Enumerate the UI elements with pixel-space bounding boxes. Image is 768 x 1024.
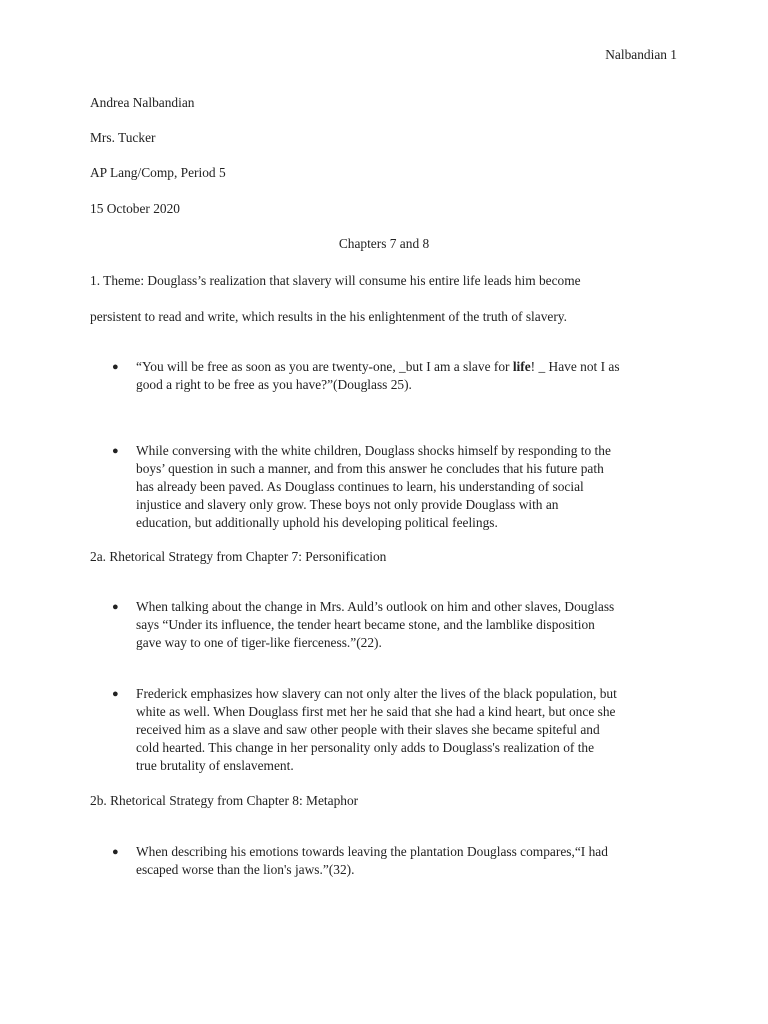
quote-line: good a right to be free as you have?”(Douglass 25). [136,377,412,392]
text-line: has already been paved. As Douglass continues to learn, his understanding of social [136,479,584,494]
bullet-icon: ● [112,846,119,858]
section-2a-heading: 2a. Rhetorical Strategy from Chapter 7: Personification [90,549,387,564]
commentary-text [136,843,692,879]
bullet-icon: ● [112,688,119,700]
text-line: While conversing with the white children, Douglass shocks himself by responding to the [136,443,611,458]
text-line: escaped worse than the lion's jaws.”(32). [136,862,355,877]
commentary-text [136,598,692,652]
text-line: cold hearted. This change in her personality only adds to Douglass's realization of the [136,740,595,755]
text-line: Frederick emphasizes how slavery can not only alter the lives of the black population, but [136,686,617,701]
commentary-text [136,685,692,775]
quote-part: ! _ Have not I as [530,359,620,374]
theme-line-2: persistent to read and write, which results in the his enlightenment of the truth of slavery. [90,309,567,324]
text-line: When talking about the change in Mrs. Auld’s outlook on him and other slaves, Douglass [136,599,615,614]
text-line: gave way to one of tiger-like fierceness.”(22). [136,635,382,650]
page-title: Chapters 7 and 8 [338,236,430,251]
bullet-icon: ● [112,445,119,457]
theme-line-1: 1. Theme: Douglass’s realization that slavery will consume his entire life leads him become [90,273,581,288]
student-name: Andrea Nalbandian [90,95,195,110]
text-line: injustice and slavery only grow. These boys not only provide Douglass with an [136,497,559,512]
commentary-text [136,442,692,532]
bullet-icon: ● [112,601,119,613]
running-head: Nalbandian 1 [605,47,677,62]
text-line: says “Under its influence, the tender heart became stone, and the lamblike disposition [136,617,595,632]
quote-part: “You will be free as soon as you are twenty-one, _but I am a slave for [136,359,513,374]
section-2b-heading: 2b. Rhetorical Strategy from Chapter 8: Metaphor [90,793,359,808]
text-line: received him as a slave and saw other people with their slaves she became spiteful and [136,722,600,737]
quote-bold-word: life [512,359,531,374]
text-line: When describing his emotions towards leaving the plantation Douglass compares,“I had [136,844,608,859]
text-line: true brutality of enslavement. [136,758,294,773]
text-line: white as well. When Douglass first met her he said that she had a kind heart, but once she [136,704,616,719]
teacher-name: Mrs. Tucker [90,130,156,145]
quote-text [136,358,692,394]
text-line: boys’ question in such a manner, and from this answer he concludes that his future path [136,461,604,476]
bullet-icon: ● [112,361,119,373]
date: 15 October 2020 [90,201,180,216]
text-line: education, but additionally uphold his developing political feelings. [136,515,498,530]
course-name: AP Lang/Comp, Period 5 [90,165,226,180]
